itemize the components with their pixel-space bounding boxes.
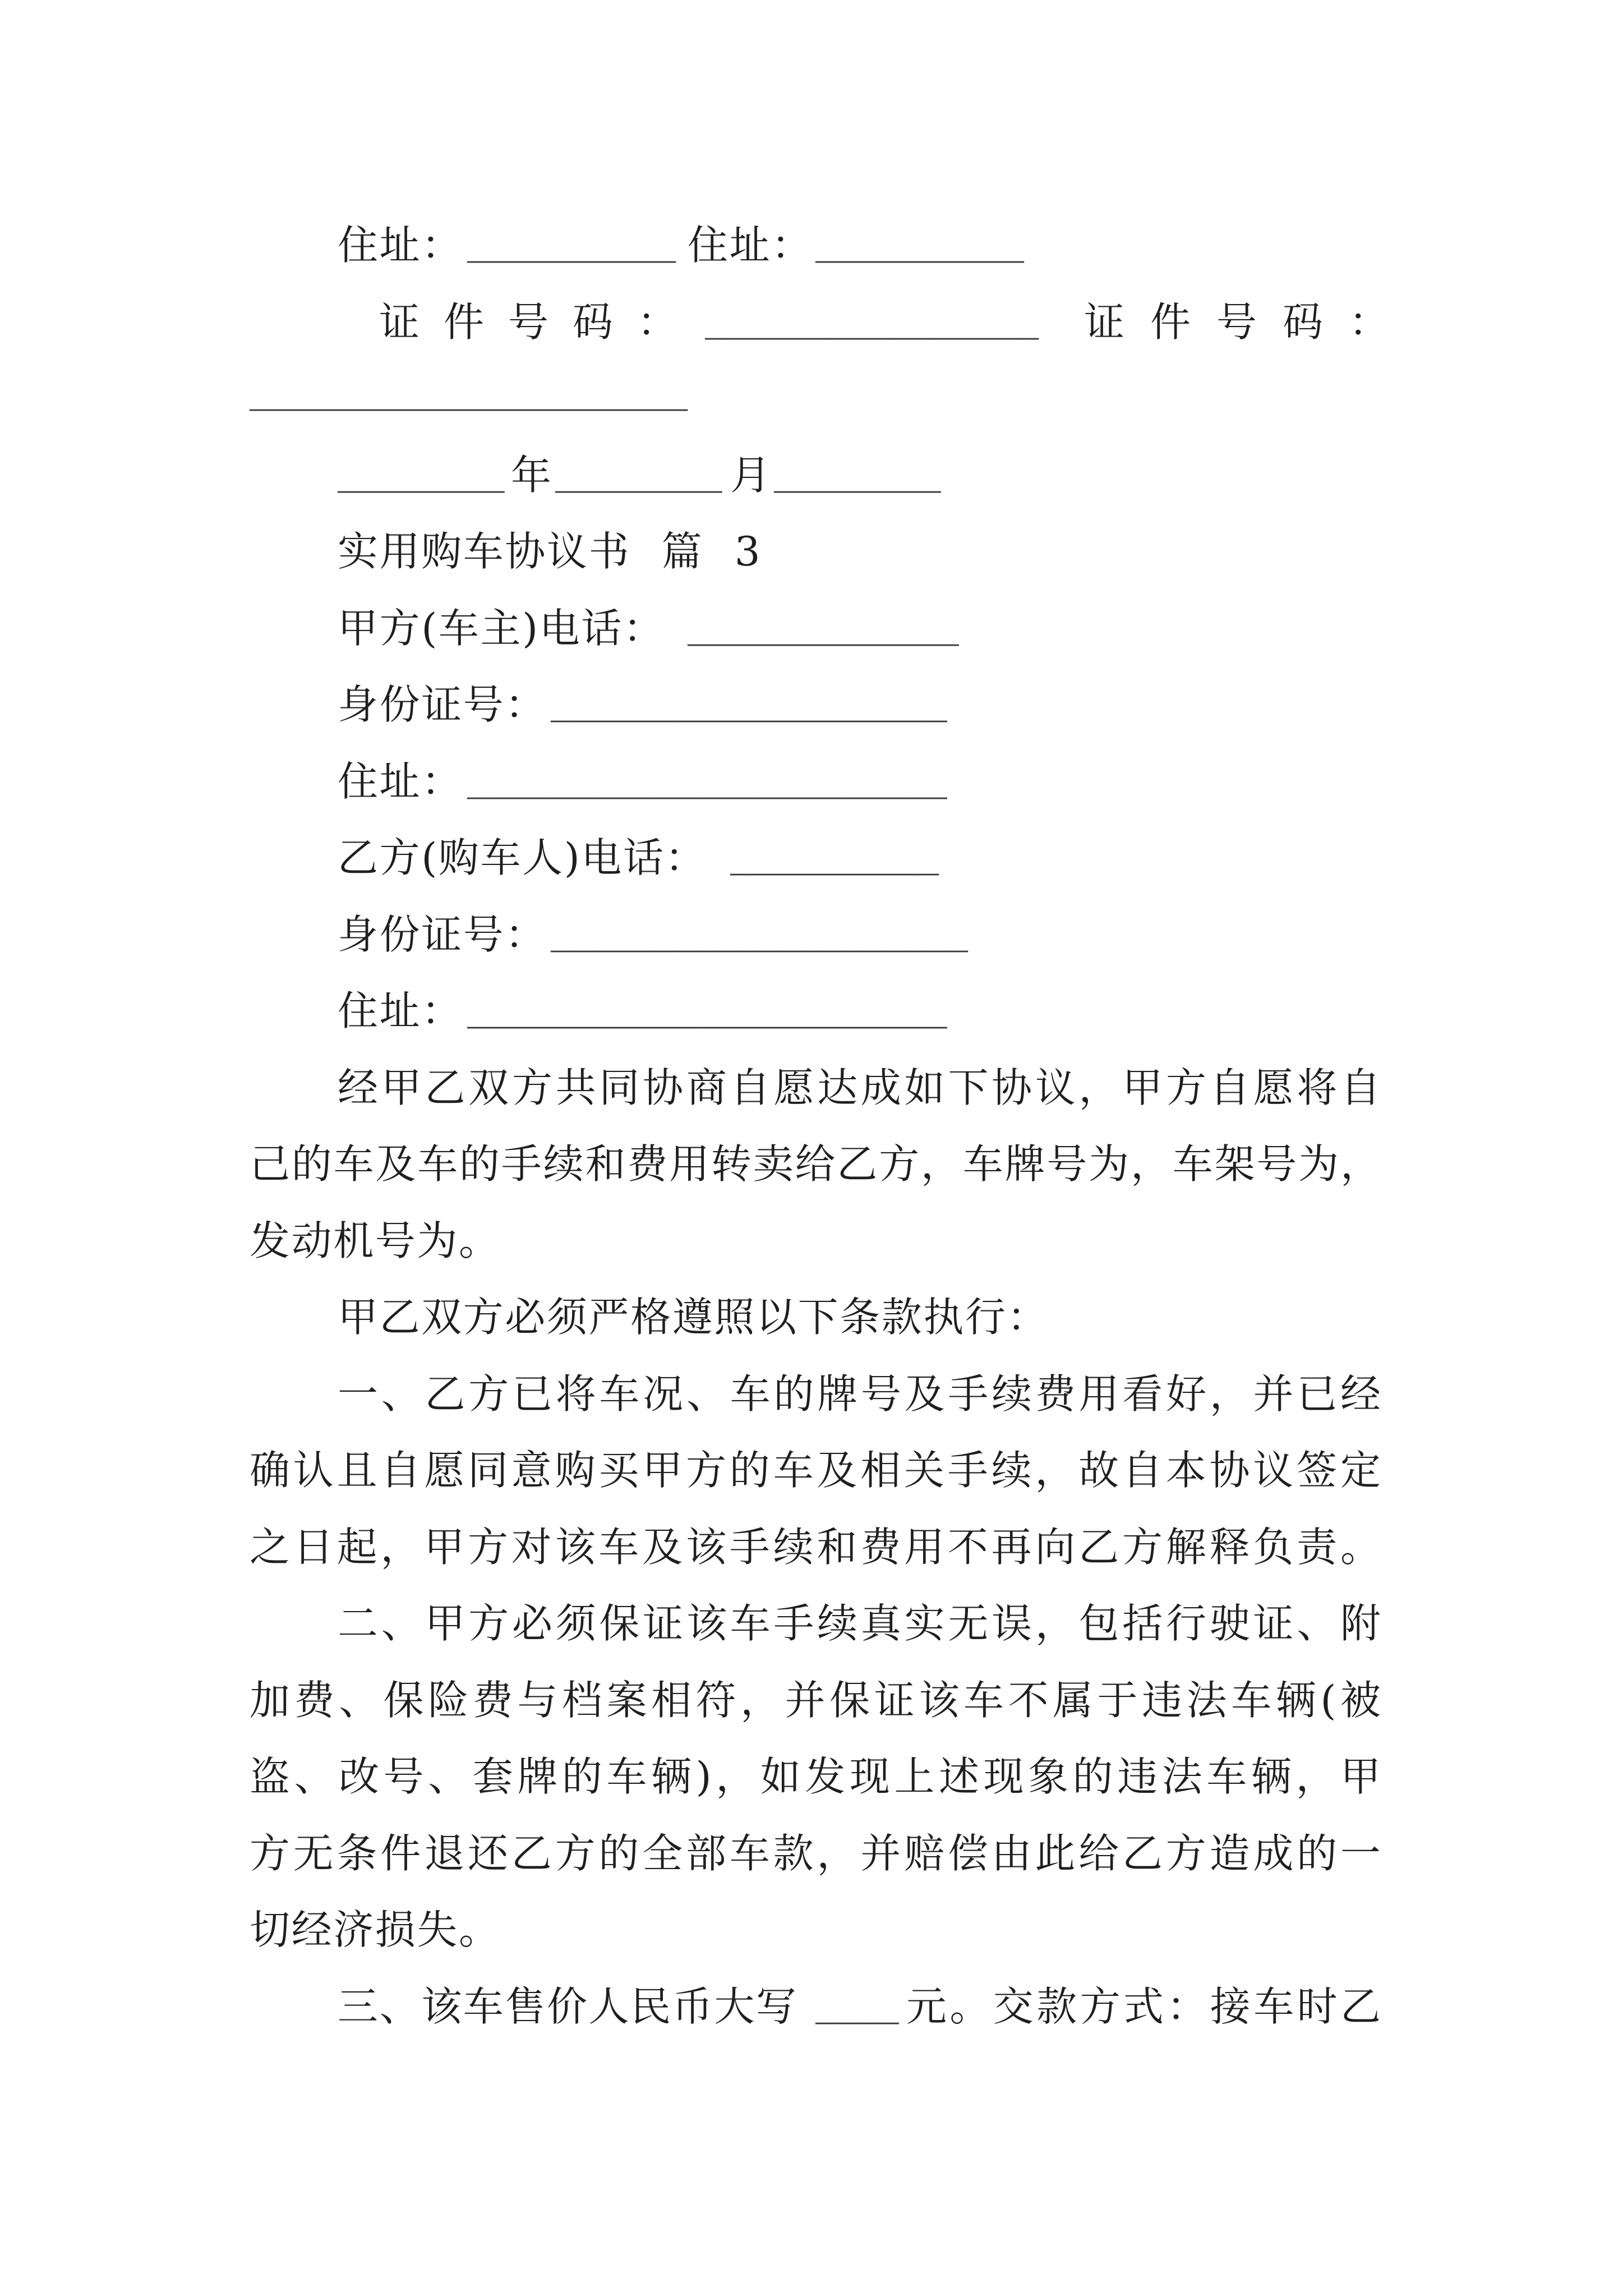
address-blank-party-a: __________ bbox=[467, 230, 676, 270]
signature-id-row bbox=[379, 294, 1415, 350]
year-label: 年 bbox=[511, 452, 553, 499]
party-b-id-row bbox=[338, 907, 968, 963]
clause-1-line: 之日起，甲方对该车及该手续和费用不再向乙方解释负责。 bbox=[250, 1524, 1381, 1571]
clause-3-text-end: 元。交款方式：接车时乙 bbox=[906, 1983, 1381, 2030]
date-blank-3: ________ bbox=[774, 460, 941, 500]
id-number-label-party-a: 证件号码： bbox=[379, 298, 702, 346]
price-blank: ____ bbox=[815, 1991, 899, 2031]
address-label-party-b: 住址： bbox=[688, 222, 813, 269]
id-number-blank-party-a: ________________ bbox=[705, 307, 1039, 347]
party-a-address-label: 住址： bbox=[338, 758, 463, 805]
clause-1-line: 确认且自愿同意购买甲方的车及相关手续，故自本协议签定 bbox=[250, 1447, 1381, 1494]
party-a-phone-blank: _____________ bbox=[688, 613, 959, 653]
signature-date-row bbox=[338, 447, 941, 503]
body-line: 己的车及车的手续和费用转卖给乙方，车牌号为，车架号为， bbox=[250, 1140, 1381, 1188]
party-a-id-label: 身份证号： bbox=[338, 681, 547, 728]
address-blank-party-b: __________ bbox=[815, 230, 1025, 270]
body-line: 经甲乙双方共同协商自愿达成如下协议，甲方自愿将自 bbox=[338, 1064, 1381, 1111]
id-number-blank-party-b: _____________________ bbox=[250, 378, 688, 418]
party-b-address-label: 住址： bbox=[338, 987, 463, 1034]
body-line: 甲乙双方必须严格遵照以下条款执行： bbox=[338, 1294, 1049, 1341]
signature-address-row bbox=[338, 217, 1024, 273]
clause-2-line: 加费、保险费与档案相符，并保证该车不属于违法车辆(被 bbox=[250, 1677, 1381, 1724]
clause-2-line: 盗、改号、套牌的车辆)，如发现上述现象的违法车辆，甲 bbox=[250, 1753, 1381, 1800]
party-a-id-blank: ___________________ bbox=[551, 689, 947, 729]
party-b-id-label: 身份证号： bbox=[338, 911, 547, 958]
date-blank-2: ________ bbox=[555, 460, 722, 500]
party-a-phone-row bbox=[338, 600, 959, 656]
body-line: 发动机号为。 bbox=[250, 1217, 501, 1264]
clause-2-line: 方无条件退还乙方的全部车款，并赔偿由此给乙方造成的一 bbox=[250, 1830, 1381, 1877]
agreement-title: 实用购车协议书 篇 3 bbox=[338, 528, 762, 575]
party-b-phone-blank: __________ bbox=[730, 843, 939, 882]
month-label: 月 bbox=[730, 452, 772, 499]
address-label-party-a: 住址： bbox=[338, 222, 463, 269]
clause-1-line: 一、乙方已将车况、车的牌号及手续费用看好，并已经 bbox=[338, 1370, 1381, 1418]
party-b-phone-label: 乙方(购车人)电话： bbox=[338, 834, 707, 881]
id-number-label-party-b: 证件号码： bbox=[1084, 298, 1415, 346]
clause-2-line: 二、甲方必须保证该车手续真实无误，包括行驶证、附 bbox=[338, 1600, 1381, 1647]
party-b-phone-row bbox=[338, 830, 939, 886]
party-b-address-row bbox=[338, 983, 947, 1039]
party-a-id-row bbox=[338, 677, 947, 733]
date-blank-1: ________ bbox=[338, 460, 505, 500]
party-a-address-row bbox=[338, 753, 947, 809]
clause-2-line: 切经济损失。 bbox=[250, 1906, 501, 1953]
signature-id-row-continued bbox=[250, 370, 688, 426]
party-b-id-blank: ____________________ bbox=[551, 919, 969, 959]
party-a-address-blank: _______________________ bbox=[467, 766, 947, 806]
clause-3-line bbox=[338, 1978, 1381, 2035]
party-a-phone-label: 甲方(车主)电话： bbox=[338, 605, 665, 652]
party-b-address-blank: _______________________ bbox=[467, 996, 947, 1036]
clause-3-text-start: 三、该车售价人民币大写 bbox=[338, 1983, 798, 2030]
